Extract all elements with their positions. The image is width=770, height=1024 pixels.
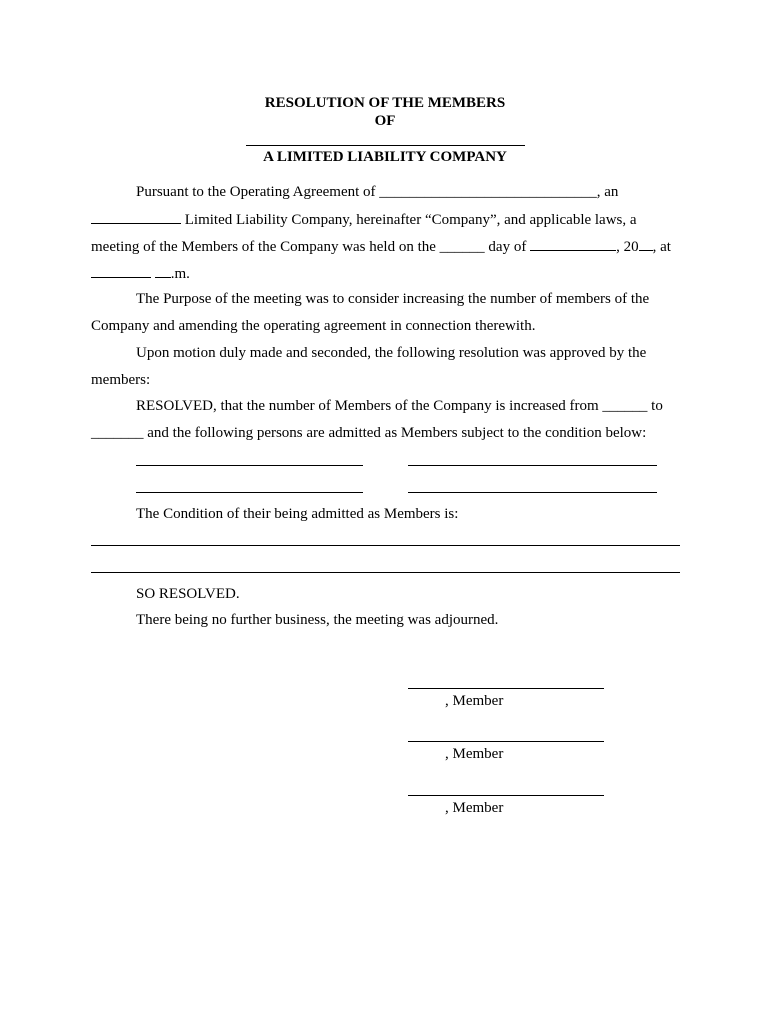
state-blank — [91, 210, 181, 224]
signature-line-2 — [408, 741, 604, 742]
condition-blank-1 — [91, 545, 680, 546]
title-line-3: A LIMITED LIABILITY COMPANY — [263, 149, 507, 165]
condition-label: The Condition of their being admitted as Members is: — [136, 506, 459, 522]
m-suffix: .m. — [170, 266, 190, 282]
at-text: , at — [652, 239, 671, 255]
year-prefix: , 20 — [616, 239, 639, 255]
time-blank — [91, 264, 151, 278]
title-line-2: OF — [374, 113, 396, 129]
meeting-date-text: meeting of the Members of the Company was held on the ______ day of — [91, 239, 527, 255]
month-blank — [530, 237, 616, 251]
signature-label-3: , Member — [445, 800, 504, 816]
company-name-blank — [246, 145, 525, 146]
paragraph-1-line-2-text: Limited Liability Company, hereinafter “Company”, and applicable laws, a — [184, 212, 637, 228]
paragraph-1-line-4 — [91, 264, 190, 283]
ampm-blank — [155, 264, 171, 278]
new-member-blank-4 — [408, 492, 657, 493]
paragraph-2-line-1: The Purpose of the meeting was to consider increasing the number of members of the — [136, 291, 650, 307]
new-member-blank-1 — [136, 465, 363, 466]
signature-line-1 — [408, 688, 604, 689]
condition-blank-2 — [91, 572, 680, 573]
signature-line-3 — [408, 795, 604, 796]
new-member-blank-3 — [136, 492, 363, 493]
signature-label-2: , Member — [445, 746, 504, 762]
paragraph-3-line-1: Upon motion duly made and seconded, the following resolution was approved by the — [136, 345, 647, 361]
paragraph-1-line-3 — [91, 237, 671, 256]
so-resolved: SO RESOLVED. — [136, 586, 240, 602]
title-line-1: RESOLUTION OF THE MEMBERS — [264, 95, 506, 111]
paragraph-4-line-2: _______ and the following persons are admitted as Members subject to the condition below: — [91, 425, 647, 441]
signature-label-1: , Member — [445, 693, 504, 709]
new-member-blank-2 — [408, 465, 657, 466]
paragraph-1-line-2 — [91, 210, 637, 229]
paragraph-4-line-1: RESOLVED, that the number of Members of the Company is increased from ______ to — [136, 398, 663, 414]
paragraph-1-line-1: Pursuant to the Operating Agreement of _____________________________, an — [136, 184, 619, 200]
paragraph-2-line-2: Company and amending the operating agreement in connection therewith. — [91, 318, 536, 334]
year-blank — [639, 237, 653, 251]
paragraph-3-line-2: members: — [91, 372, 151, 388]
closing-statement: There being no further business, the meeting was adjourned. — [136, 612, 499, 628]
